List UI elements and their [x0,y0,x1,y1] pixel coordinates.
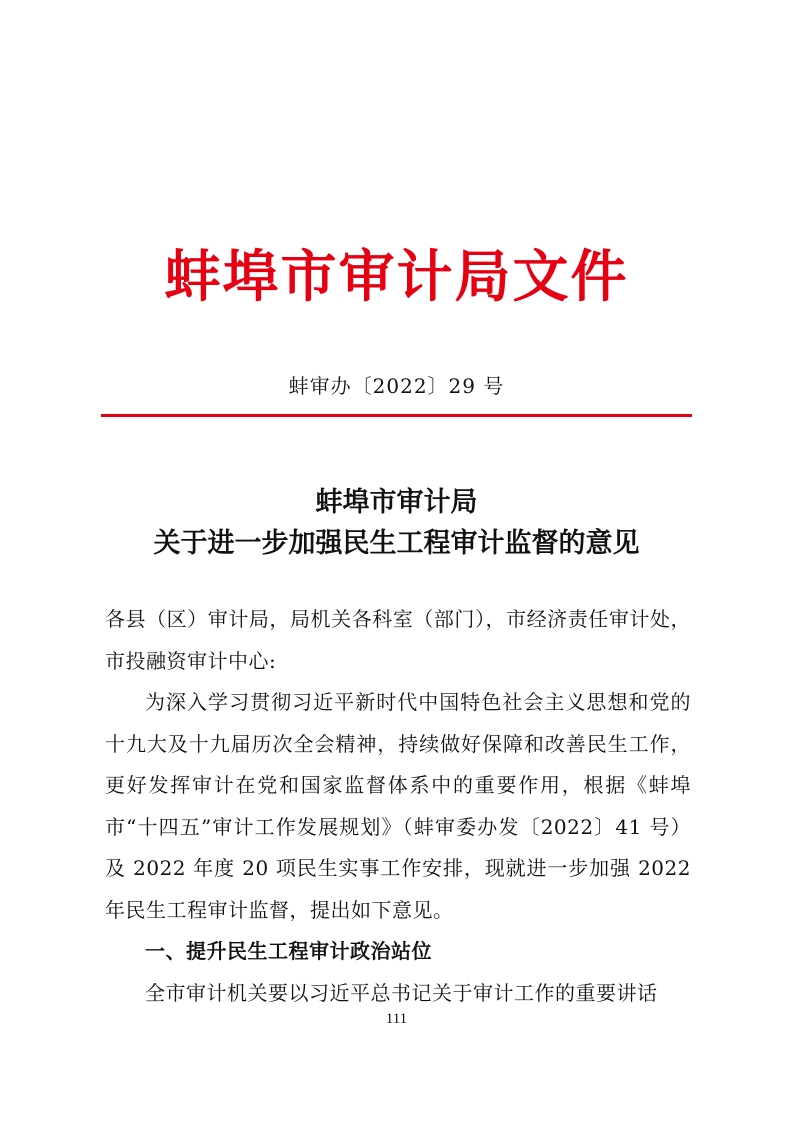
title-line-1: 蚌埠市审计局 [315,487,478,518]
title-line-2: 关于进一步加强民生工程审计监督的意见 [153,528,640,559]
document-body [105,599,691,1014]
page-number: 111 [385,1011,408,1027]
paragraph-2: 全市审计机关要以习近平总书记关于审计工作的重要讲话 [145,980,658,1005]
red-divider-line [101,414,692,417]
document-number: 蚌审办〔2022〕29 号 [288,374,505,398]
section-heading-1: 一、提升民生工程审计政治站位 [145,939,432,963]
paragraph-1: 为深入学习贯彻习近平新时代中国特色社会主义思想和党的十九大及十九届历次全会精神，持续做好保障和改善民生工作，更好发挥审计在党和国家监督体系中的重要作用，根据《蚌埠市“十四五”审计工作发展规划》（蚌审委办发〔2022〕41 号）及 2022 年度 20 项民生实事工作安排，现就进一步加强 2022 年民生工程审计监督，提出如下意见。 [105,690,691,922]
addressee: 各县（区）审计局，局机关各科室（部门），市经济责任审计处，市投融资审计中心: [105,607,691,673]
document-title [0,482,793,564]
masthead-title: 蚌埠市审计局文件 [164,245,629,310]
